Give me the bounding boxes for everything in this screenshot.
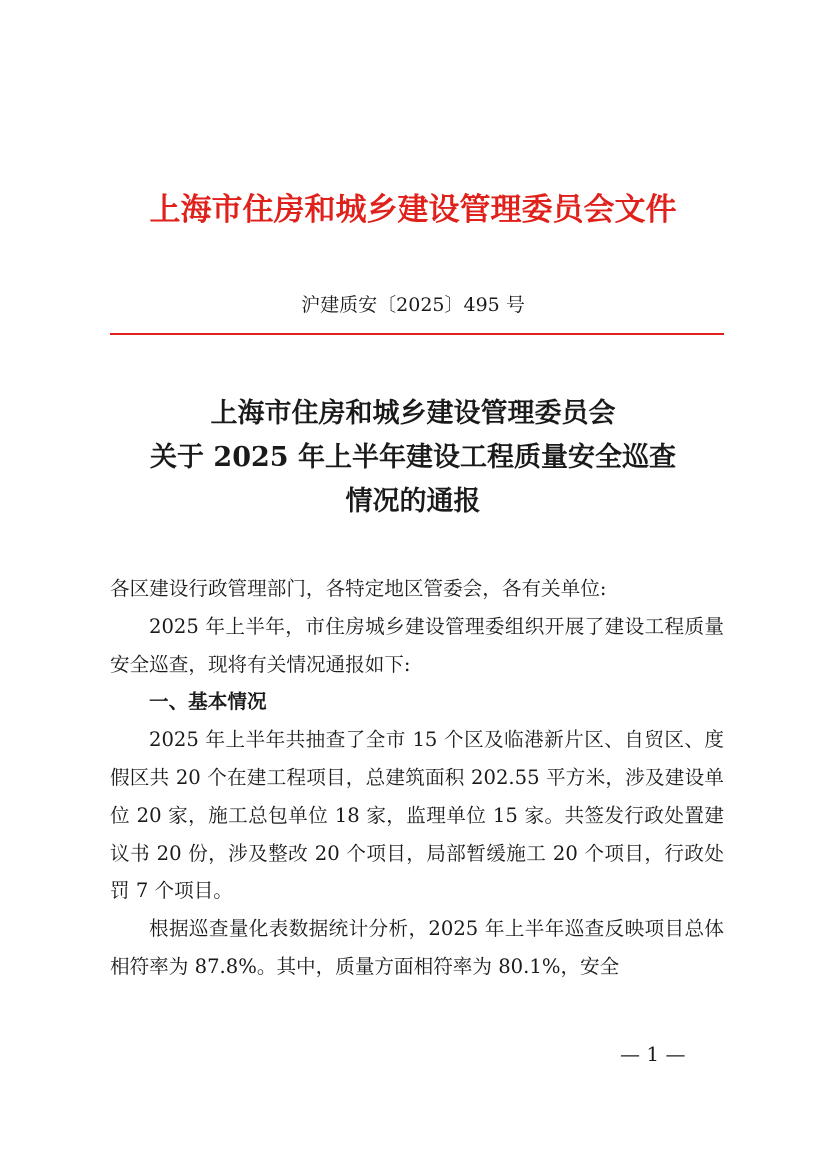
paragraph-analysis: 根据巡查量化表数据统计分析，2025 年上半年巡查反映项目总体相符率为 87.8%。其中，质量方面相符率为 80.1%，安全 xyxy=(110,917,724,978)
title-line-2: 关于 2025 年上半年建设工程质量安全巡查 xyxy=(150,442,676,473)
issuer-title: 上海市住房和城乡建设管理委员会文件 xyxy=(149,192,677,228)
document-number: 沪建质安〔2025〕495 号 xyxy=(301,294,525,316)
title-line-1: 上海市住房和城乡建设管理委员会 xyxy=(210,398,616,429)
red-separator-line xyxy=(110,333,724,335)
intro-paragraph: 2025 年上半年，市住房城乡建设管理委组织开展了建设工程质量安全巡查，现将有关情况通报如下: xyxy=(110,614,724,676)
page-number: — 1 — xyxy=(620,1042,686,1066)
salutation: 各区建设行政管理部门，各特定地区管委会，各有关单位: xyxy=(110,577,607,600)
document-title xyxy=(0,392,826,524)
paragraph-statistics: 2025 年上半年共抽查了全市 15 个区及临港新片区、自贸区、度假区共 20 个在建工程项目，总建筑面积 202.55 平方米，涉及建设单位 20 家，施工总包单位 18 家，监理单位 15 家。共签发行政处置建议书 20 份，涉及整改 20 个项目，局部暂缓施工 20 个项目，行政处罚 7 个项目。 xyxy=(110,728,724,903)
document-body xyxy=(110,570,724,986)
title-line-3: 情况的通报 xyxy=(345,486,481,517)
section-heading-basic-situation: 一、基本情况 xyxy=(149,690,267,714)
